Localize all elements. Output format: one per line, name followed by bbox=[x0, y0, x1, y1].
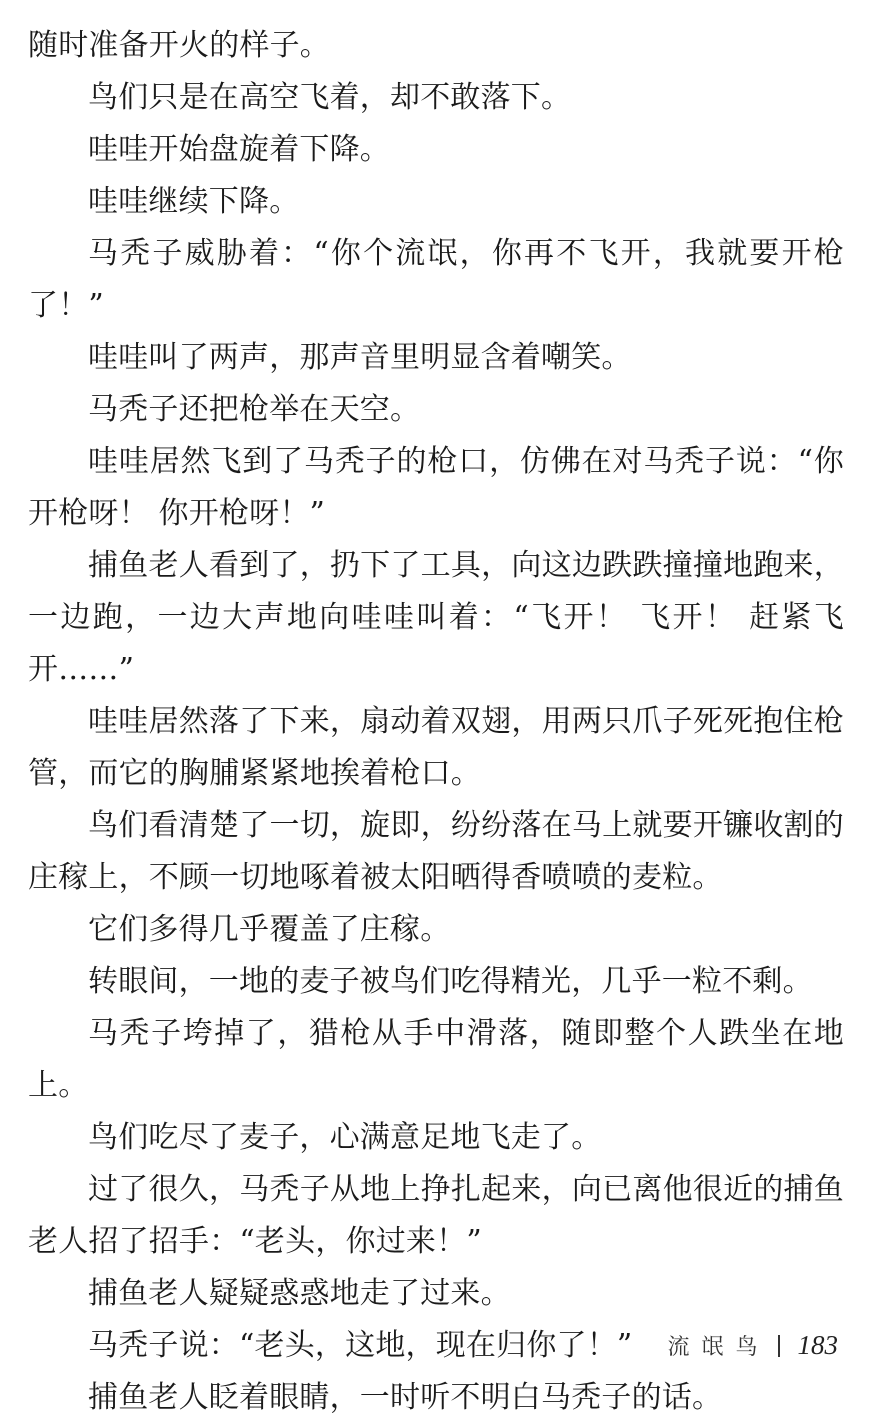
paragraph: 鸟们只是在高空飞着，却不敢落下。 bbox=[88, 80, 572, 115]
paragraph: 鸟们看清楚了一切，旋即，纷纷落在马上就要开镰收割的庄稼上，不顾一切地啄着被太阳晒得香喷喷的麦粒。 bbox=[28, 808, 844, 895]
page-body bbox=[28, 20, 844, 1424]
paragraph: 它们多得几乎覆盖了庄稼。 bbox=[88, 912, 451, 947]
paragraph: 哇哇继续下降。 bbox=[88, 184, 300, 219]
paragraph: 马秃子还把枪举在天空。 bbox=[88, 392, 421, 427]
page-footer bbox=[667, 1330, 838, 1361]
paragraph: 捕鱼老人眨着眼睛，一时听不明白马秃子的话。 bbox=[88, 1380, 723, 1415]
footer-divider bbox=[778, 1335, 780, 1357]
paragraph: 马秃子威胁着：“你个流氓，你再不飞开，我就要开枪了！” bbox=[28, 236, 844, 323]
paragraph: 转眼间，一地的麦子被鸟们吃得精光，几乎一粒不剩。 bbox=[88, 964, 813, 999]
paragraph: 随时准备开火的样子。 bbox=[28, 28, 330, 63]
paragraph: 过了很久，马秃子从地上挣扎起来，向已离他很近的捕鱼老人招了招手：“老头，你过来！” bbox=[28, 1172, 844, 1259]
paragraph: 哇哇居然落了下来，扇动着双翅，用两只爪子死死抱住枪管，而它的胸脯紧紧地挨着枪口。 bbox=[28, 704, 844, 791]
running-title: 流氓鸟 bbox=[667, 1335, 770, 1360]
paragraph: 马秃子说：“老头，这地，现在归你了！” bbox=[88, 1328, 633, 1363]
paragraph: 马秃子垮掉了，猎枪从手中滑落，随即整个人跌坐在地上。 bbox=[28, 1016, 844, 1103]
paragraph: 哇哇开始盘旋着下降。 bbox=[88, 132, 390, 167]
paragraph: 捕鱼老人看到了，扔下了工具，向这边跌跌撞撞地跑来，一边跑，一边大声地向哇哇叫着：“飞开！ 飞开！ 赶紧飞开……” bbox=[28, 548, 844, 687]
paragraph: 哇哇叫了两声，那声音里明显含着嘲笑。 bbox=[88, 340, 632, 375]
page-number: 183 bbox=[797, 1330, 838, 1360]
paragraph: 哇哇居然飞到了马秃子的枪口，仿佛在对马秃子说：“你开枪呀！ 你开枪呀！” bbox=[28, 444, 844, 531]
paragraph: 鸟们吃尽了麦子，心满意足地飞走了。 bbox=[88, 1120, 602, 1155]
paragraph: 捕鱼老人疑疑惑惑地走了过来。 bbox=[88, 1276, 511, 1311]
